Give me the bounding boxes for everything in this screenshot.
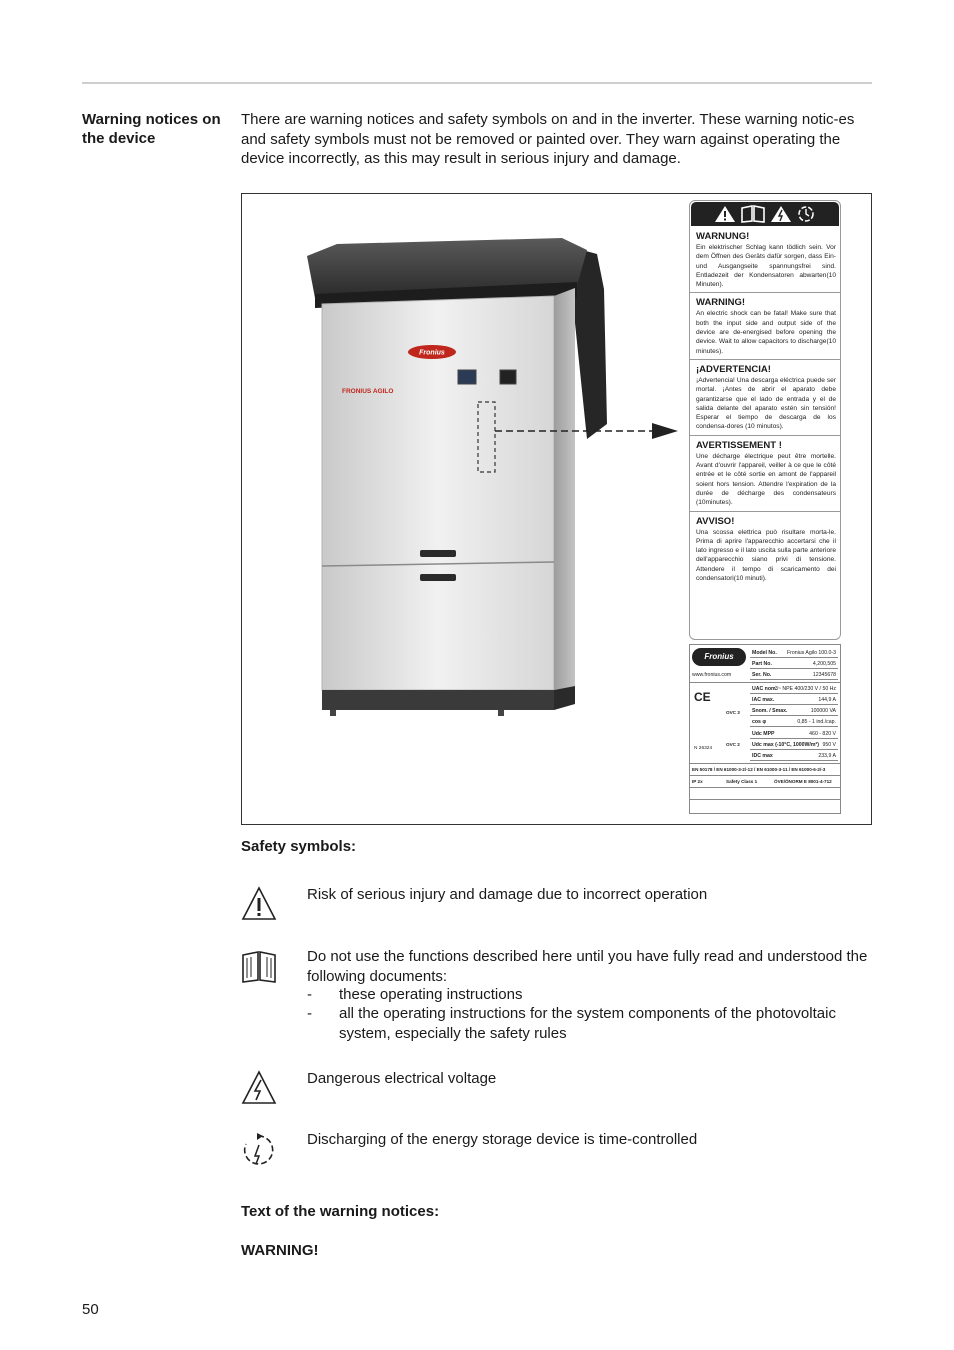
plate-ip-rating: IP 2x xyxy=(692,779,703,784)
cabinet-foot xyxy=(330,710,336,716)
ce-mark: CE xyxy=(694,690,711,704)
electrical-voltage-icon xyxy=(241,1070,277,1106)
label-section-fr xyxy=(690,436,840,512)
plate-standards: EN 50178 / EN 61000-3-2/-12 / EN 61000-3-11 / EN 61000-6-2/-3 xyxy=(692,767,826,772)
warning-texts-heading: Text of the warning notices: xyxy=(241,1203,440,1220)
lower-handle xyxy=(420,574,456,581)
label-section-es xyxy=(690,360,840,436)
front-logo-text: Fronius xyxy=(419,349,445,357)
label-heading: AVVISO! xyxy=(696,515,735,527)
warning-label xyxy=(689,200,841,640)
plate-row: Ser. No. 12345678 xyxy=(750,669,838,680)
rating-plate xyxy=(689,644,841,814)
inverter-figure xyxy=(241,193,872,825)
cabinet-plinth-side xyxy=(554,686,575,710)
plate-row: cos φ 0,85 - 1 ind./cap. xyxy=(750,716,838,727)
label-section-it xyxy=(690,512,840,587)
symbol-description: Do not use the functions described here until you have fully read and understood the following documents: xyxy=(307,948,868,985)
plate-safety-class: Safety Class 1 xyxy=(726,779,758,784)
label-text: Una scossa elettrica può risultare morta-le. Prima di aprire l'apparecchio accertarsi che il lato ingresso e il lato uscita sulla parte anteriore dell'apparecchio siano privi di tensione. Attendere il tempo di scaricamento dei condensatori(10 minuti). xyxy=(696,528,836,583)
intro-paragraph: There are warning notices and safety symbols on and in the inverter. These warning notic-es and safety symbols must not be removed or painted over. They warn against operating the device incorrectly, as this may result in serious injury and damage. xyxy=(241,111,855,167)
plate-row: IDC max 233,9 A xyxy=(750,750,838,761)
symbol-description: Risk of serious injury and damage due to incorrect operation xyxy=(307,886,708,903)
plate-row: Snom. / Smax. 100000 VA xyxy=(750,705,838,716)
section-heading: Warning notices on the device xyxy=(82,111,221,147)
plate-row: Udc max (-10°C, 1000W/m²) 950 V xyxy=(750,739,838,750)
label-text: An electric shock can be fatal! Make sure that both the input side and output side of the device are de-energised before opening the device. Wait to allow capacitors to discharge(10 minutes). xyxy=(696,310,836,355)
display-panel xyxy=(458,370,476,384)
label-heading: AVERTISSEMENT ! xyxy=(696,439,782,451)
plate-row: Part No. 4,200,505 xyxy=(750,658,838,669)
cabinet-plinth xyxy=(322,690,554,710)
label-heading: WARNUNG! xyxy=(696,231,750,242)
cabinet-foot xyxy=(498,710,504,716)
pointer-arrow-head xyxy=(652,423,678,439)
plate-website: www.fronius.com xyxy=(692,672,732,678)
label-warning-triangle-icon xyxy=(714,205,736,223)
label-section-en xyxy=(690,293,840,359)
safety-symbols-heading: Safety symbols: xyxy=(241,838,357,855)
symbol-description: Dangerous electrical voltage xyxy=(307,1070,497,1087)
plate-ove: ÖVE/ÖNORM E 8001-4-712 xyxy=(774,779,832,784)
label-heading: ¡ADVERTENCIA! xyxy=(696,363,771,375)
main-switch xyxy=(500,370,516,384)
header-rule xyxy=(82,82,872,84)
cabinet-side xyxy=(554,288,575,690)
symbol-description: Discharging of the energy storage device is time-controlled xyxy=(307,1131,698,1148)
upper-handle xyxy=(420,550,456,557)
plate-ovc2: OVC 2 xyxy=(726,742,740,747)
label-section-de xyxy=(690,227,840,293)
manual-book-icon xyxy=(241,950,277,984)
page-number: 50 xyxy=(82,1301,99,1318)
plate-row: IAC max. 144,9 A xyxy=(750,694,838,705)
plate-row: Model No. Fronius Agilo 100.0-3 xyxy=(750,647,838,658)
plate-row: Udc MPP 460 - 820 V xyxy=(750,728,838,739)
label-text: ¡Advertencia! Una descarga eléctrica puede ser mortal. ¡Antes de abrir el aparato debe garantizarse que el lado de entrada y el de salida delante del aparato estén sin tensión! Esperar el tiempo de descarga de los condensa-dores (10 minutos). xyxy=(696,376,836,431)
discharge-timer-icon xyxy=(241,1132,275,1168)
label-text: Ein elektrischer Schlag kann tödlich sein. Vor dem Öffnen des Geräts dafür sorgen, dass Ein- und Ausgangseite spannungsfrei sind. Entladezeit der Kondensatoren abwarten(10 Minuten). xyxy=(696,244,836,289)
warning-label-symbol-bar xyxy=(691,202,839,226)
label-voltage-icon xyxy=(770,205,792,223)
label-timer-icon xyxy=(796,205,816,223)
label-manual-book-icon xyxy=(740,205,766,223)
label-heading: WARNING! xyxy=(696,297,746,309)
label-text: Une décharge électrique peut être mortelle. Avant d'ouvrir l'appareil, veiller à ce que le côté entrée et le côté sortie en amont de l'appareil soient hors tension. Attendre l'expiration de la durée de décharge des condensateurs (10minutes). xyxy=(696,452,836,507)
side-model-label: FRONIUS AGILO xyxy=(342,388,394,395)
plate-ovc3: OVC 3 xyxy=(726,710,740,715)
warning-heading: WARNING! xyxy=(241,1242,319,1259)
warning-triangle-icon xyxy=(241,886,277,922)
plate-row: UAC nom. 3~ NPE 400/230 V / 50 Hz xyxy=(750,683,838,694)
plate-reg-number: N 26324 xyxy=(694,746,713,751)
plate-brand-logo: Fronius xyxy=(692,648,746,666)
